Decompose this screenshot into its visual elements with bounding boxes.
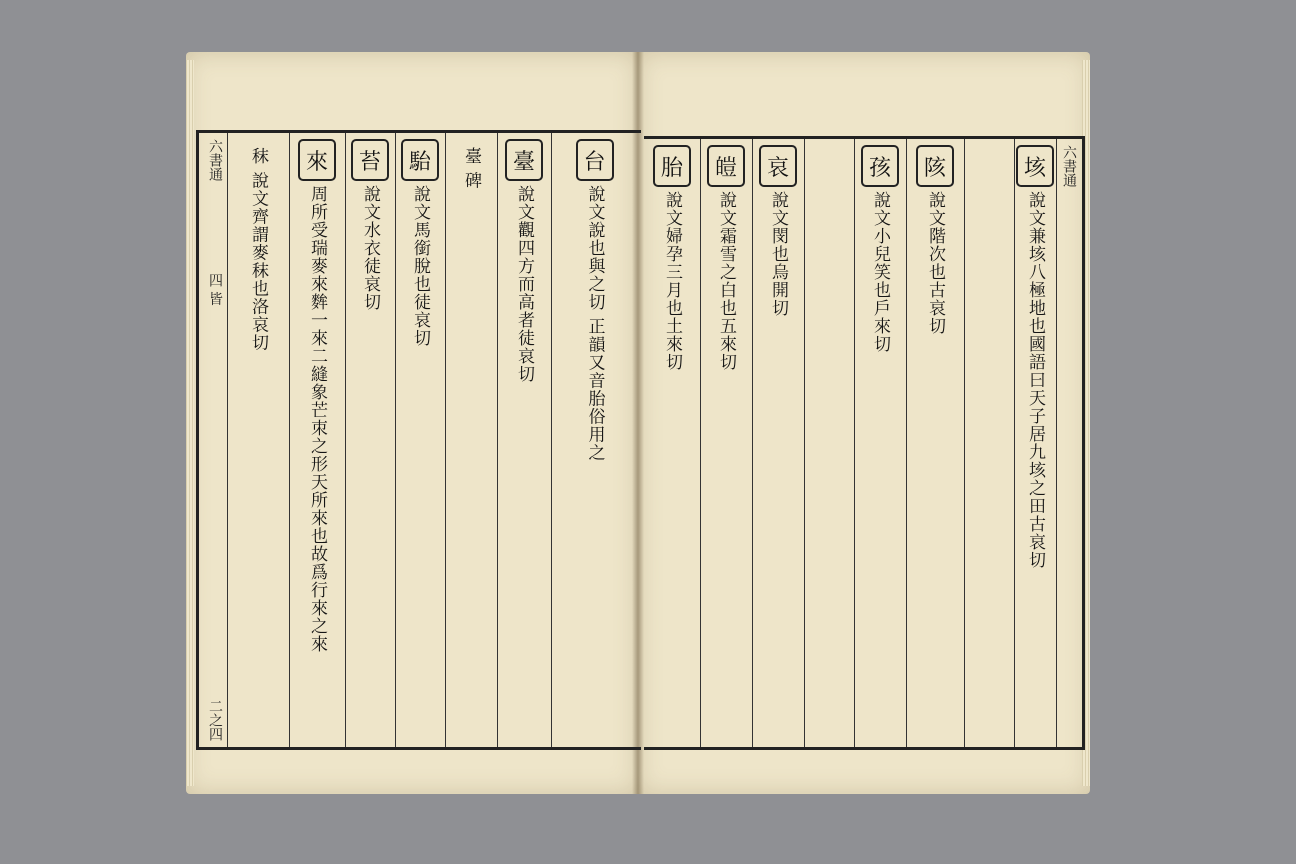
head-character: 垓 xyxy=(1016,145,1054,187)
head-character: 陔 xyxy=(916,145,954,187)
entry-text: 臺 碑 xyxy=(461,147,481,190)
entry-text: 說文觀四方而高者徒哀切 xyxy=(514,185,534,383)
right-margin-column xyxy=(1056,139,1079,747)
entry-column xyxy=(854,139,907,747)
left-margin-rhyme: 四 皆 xyxy=(207,273,223,306)
left-page-number: 二之四 xyxy=(207,699,223,741)
entry-column xyxy=(906,139,965,747)
entry-text: 說文婦孕三月也土來切 xyxy=(662,191,682,371)
head-character: 台 xyxy=(576,139,614,181)
entry-text: 周所受瑞麥來麰一來二縫象芒朿之形天所來也故爲行來之來 xyxy=(307,185,327,653)
open-book xyxy=(186,52,1090,794)
head-character: 來 xyxy=(298,139,336,181)
entry-text: 說文階次也古哀切 xyxy=(925,191,945,335)
entry-column xyxy=(700,139,753,747)
left-margin-column xyxy=(199,133,228,747)
entry-column xyxy=(497,133,552,747)
right-margin-title: 六書通 xyxy=(1061,145,1077,187)
entry-text: 說文霜雪之白也五來切 xyxy=(716,191,736,371)
head-character: 皚 xyxy=(707,145,745,187)
entry-column xyxy=(289,133,346,747)
entry-column xyxy=(227,133,290,747)
left-page-edge xyxy=(186,60,194,786)
entry-text: 說文閔也烏開切 xyxy=(768,191,788,317)
right-text-frame xyxy=(644,136,1085,750)
entry-text: 說文馬銜脫也徒哀切 xyxy=(410,185,430,347)
head-character: 哀 xyxy=(759,145,797,187)
head-character: 駘 xyxy=(401,139,439,181)
entry-column xyxy=(644,139,701,747)
entry-column xyxy=(804,139,855,747)
entry-column xyxy=(345,133,396,747)
entry-column xyxy=(964,139,1015,747)
entry-text: 說文水衣徒哀切 xyxy=(360,185,380,311)
left-margin-title: 六書通 xyxy=(207,139,223,181)
entry-text: 秣 說文齊謂麥秣也洛哀切 xyxy=(248,147,268,352)
head-character: 臺 xyxy=(505,139,543,181)
entry-column xyxy=(1014,139,1057,747)
entry-column xyxy=(752,139,805,747)
entry-column xyxy=(551,133,638,747)
entry-text: 說文兼垓八極地也國語曰天子居九垓之田古哀切 xyxy=(1025,191,1045,569)
entry-column xyxy=(395,133,446,747)
entry-column xyxy=(445,133,498,747)
head-character: 胎 xyxy=(653,145,691,187)
head-character: 苔 xyxy=(351,139,389,181)
head-character: 孩 xyxy=(861,145,899,187)
left-text-frame xyxy=(196,130,641,750)
entry-text: 說文小兒笑也戶來切 xyxy=(870,191,890,353)
entry-text: 說文說也與之切 正韻又音胎俗用之 xyxy=(584,185,605,462)
